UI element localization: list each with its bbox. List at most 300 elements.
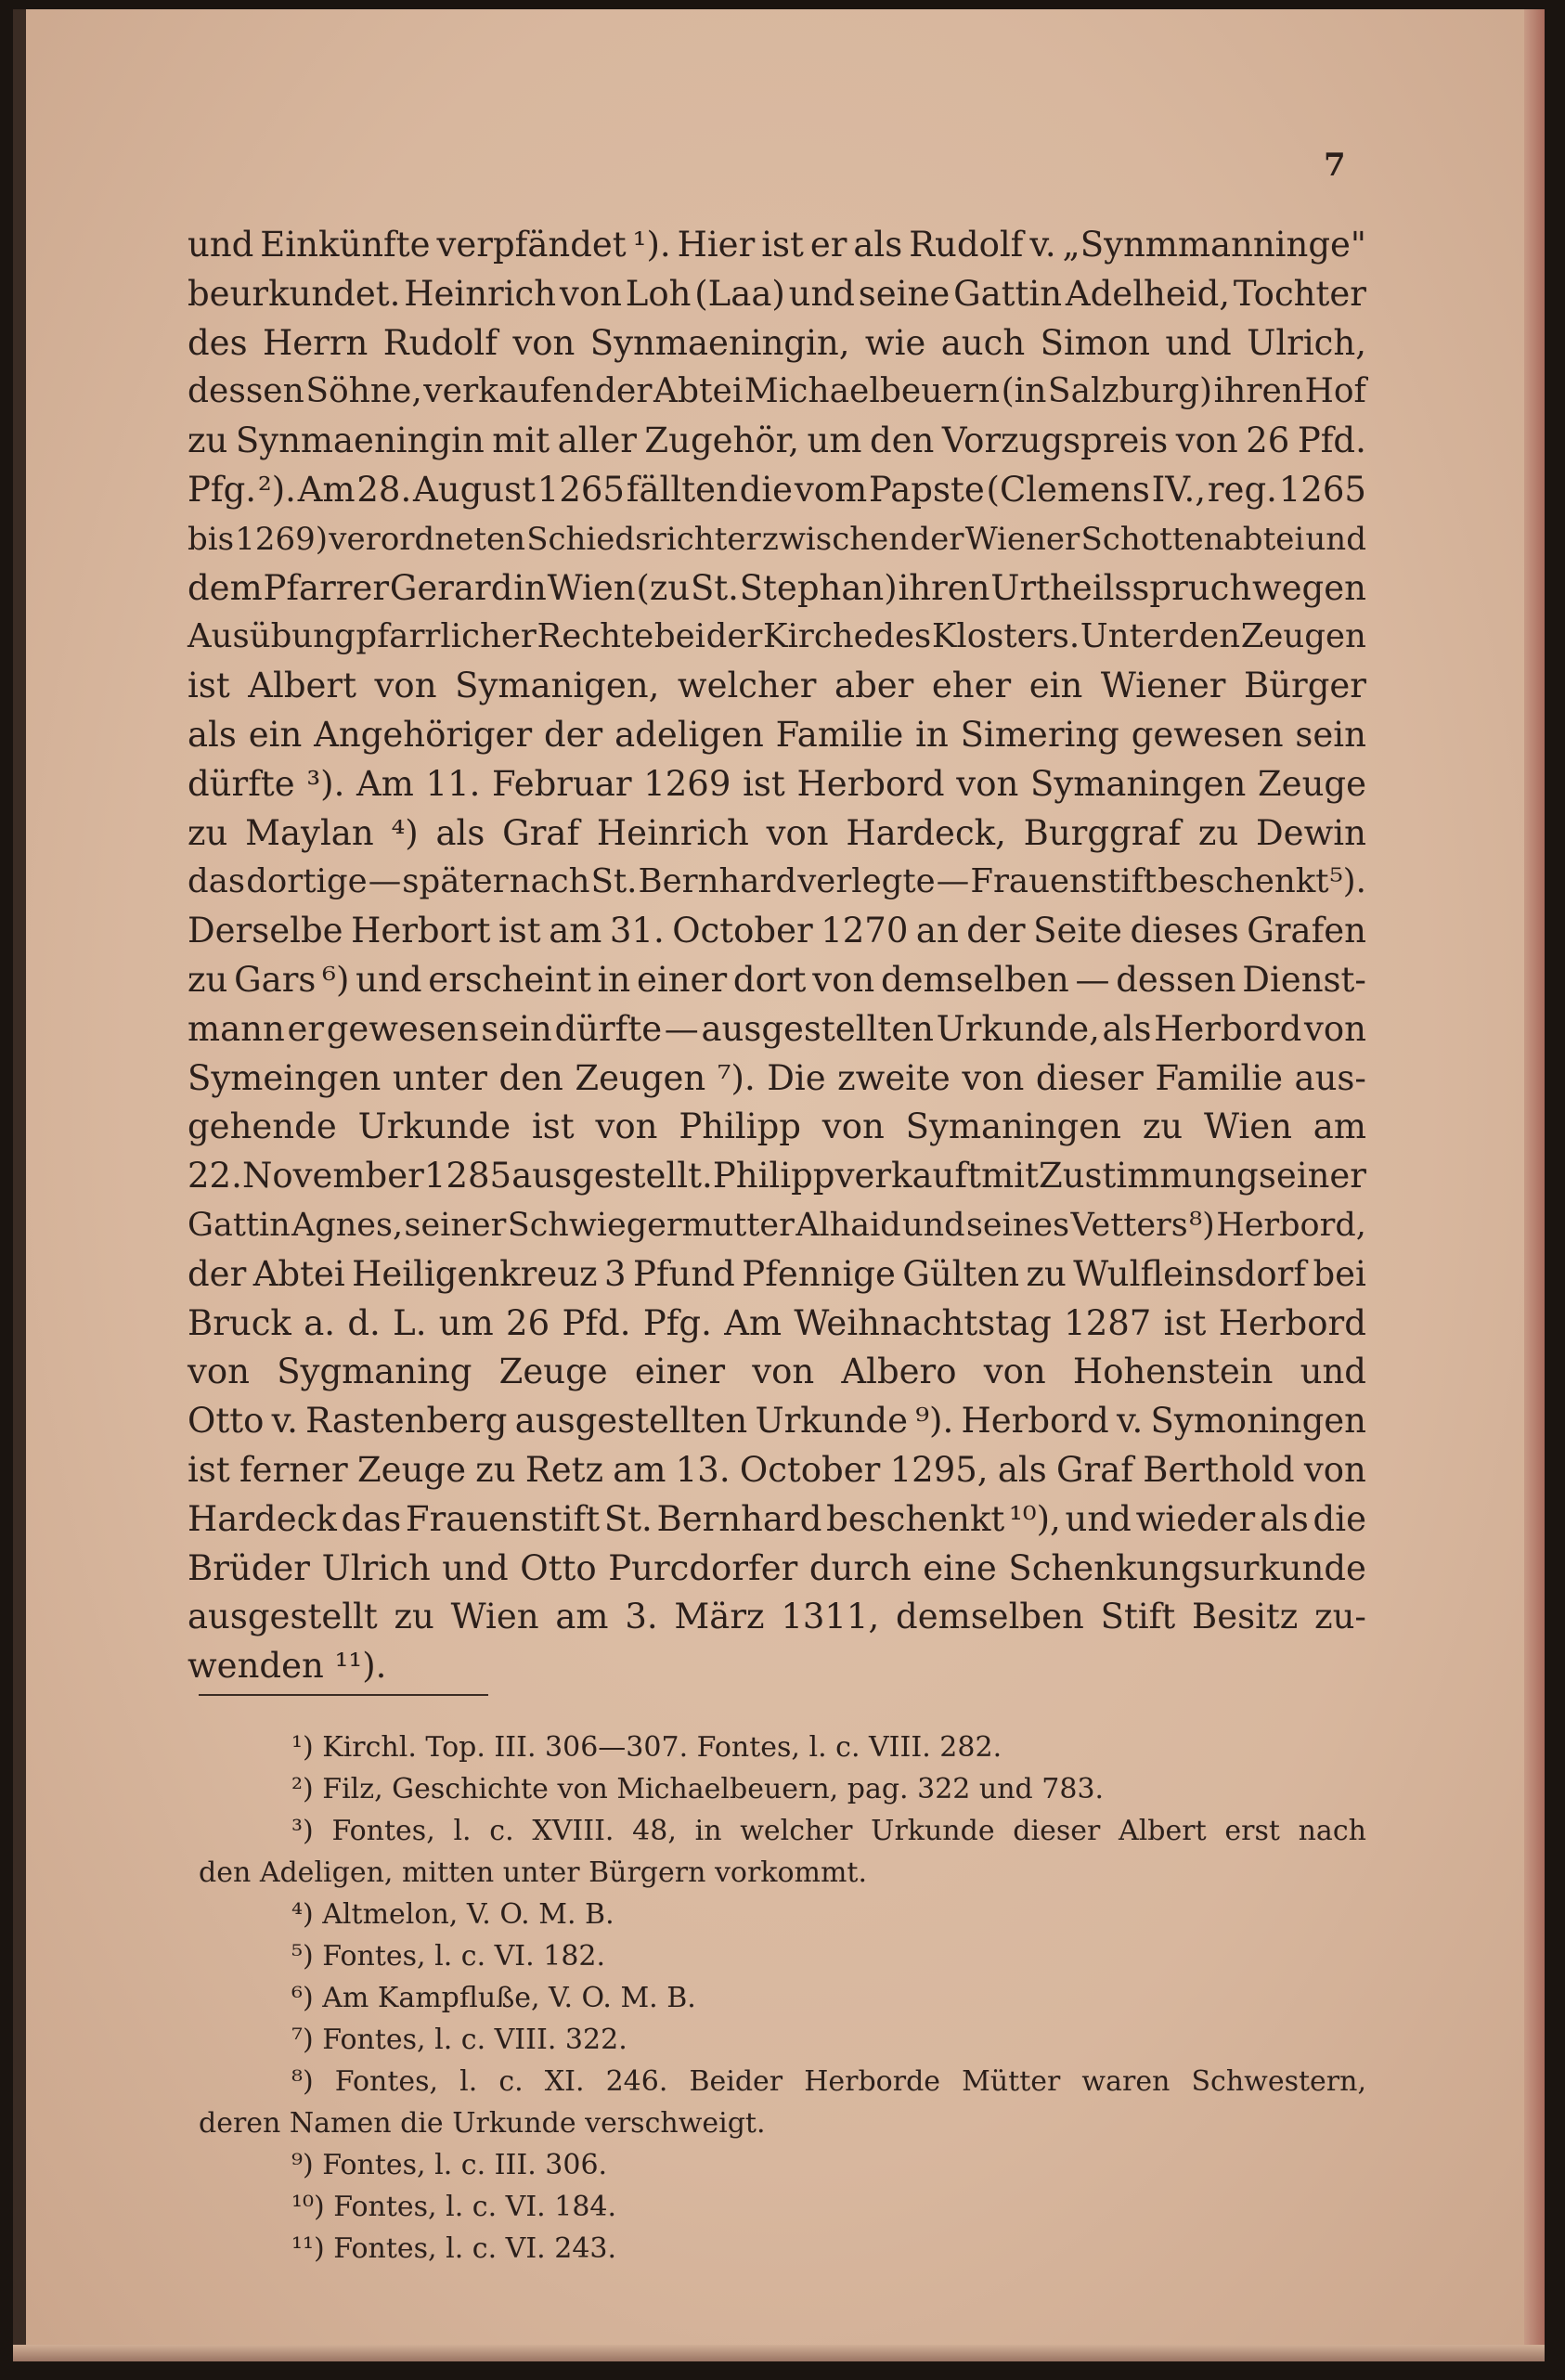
word: Pfg.	[188, 469, 257, 510]
text-line	[188, 221, 1366, 270]
word: aus-	[1294, 1057, 1366, 1098]
word: Pfd.	[562, 1302, 631, 1343]
word: Alhaid	[795, 1206, 901, 1244]
word: wie	[864, 322, 926, 363]
word: ihren	[1213, 372, 1303, 411]
word: Rudolf	[909, 225, 1024, 265]
word: ist	[188, 1449, 230, 1490]
word: als	[1259, 1498, 1309, 1539]
word: einer	[634, 1352, 726, 1392]
text-line	[188, 1300, 1366, 1349]
text-line	[188, 564, 1366, 614]
word: l.	[459, 2065, 478, 2098]
word: verkauft	[834, 1156, 981, 1196]
word: dürfte	[554, 1008, 663, 1049]
word: ein	[248, 714, 303, 755]
footnote: ⁶) Am Kampfluße, V. O. M. B.	[291, 1982, 696, 2014]
word: ³).	[306, 763, 345, 804]
word: gewesen	[326, 1008, 479, 1049]
word: reg.	[1207, 469, 1277, 510]
word: a.	[304, 1302, 336, 1343]
word: Fontes,	[331, 1815, 435, 1847]
word: und	[1305, 520, 1366, 558]
word: er	[809, 225, 847, 265]
word: Schottenabtei	[1080, 520, 1305, 558]
text-line	[188, 662, 1366, 711]
word: Angehöriger	[314, 714, 533, 755]
word: welcher	[740, 1815, 853, 1847]
word: Heinrich	[596, 812, 749, 853]
word: October	[672, 911, 813, 951]
text-line	[188, 1348, 1366, 1397]
word: nach	[509, 862, 590, 901]
word: Frauenstift	[970, 862, 1158, 901]
word: Burggraf	[1023, 812, 1182, 853]
word: 1265	[537, 469, 625, 510]
word: pfarrlicher	[356, 617, 537, 656]
word: Vetters	[1070, 1206, 1188, 1244]
text-line	[188, 1103, 1366, 1152]
word: Zustimmung	[1038, 1156, 1259, 1196]
word: seiner	[404, 1206, 507, 1244]
footnote: ¹) Kirchl. Top. III. 306—307. Fontes, l. c. VIII. 282.	[291, 1731, 1002, 1764]
body-text	[188, 221, 1366, 1691]
word: zwischen	[761, 520, 910, 558]
word: Sygmaning	[277, 1352, 472, 1392]
word: ist	[761, 225, 804, 265]
word: Bruck	[188, 1302, 291, 1343]
word: —	[1075, 959, 1110, 1000]
word: Philipp	[712, 1156, 835, 1196]
word: von	[512, 322, 576, 363]
word: ihren	[898, 567, 990, 608]
word: Bernhard	[638, 862, 797, 901]
text-line	[188, 368, 1366, 417]
word: Heinrich	[404, 273, 557, 314]
word: ist	[188, 666, 230, 706]
word: seiner	[1258, 1156, 1366, 1196]
text-line	[188, 858, 1366, 907]
word: der	[188, 1253, 247, 1294]
word: dessen	[1116, 959, 1236, 1000]
word: auch	[940, 322, 1026, 363]
text-line	[188, 1005, 1366, 1054]
word: bis	[188, 520, 235, 558]
word: als	[853, 225, 903, 265]
word: März	[674, 1597, 765, 1637]
word: Am	[356, 763, 414, 804]
word: aller	[557, 420, 637, 461]
word: dieser	[1013, 1815, 1101, 1847]
text-line	[188, 1250, 1366, 1300]
word: beschenkt	[826, 1498, 1005, 1539]
word: adeligen	[614, 714, 764, 755]
word: Herbord	[796, 763, 945, 804]
word: als	[435, 812, 485, 853]
text-line	[188, 809, 1366, 859]
footnote: ⁹) Fontes, l. c. III. 306.	[291, 2149, 608, 2181]
word: 11.	[425, 763, 481, 804]
word: Bernhard	[656, 1498, 822, 1539]
word: von	[821, 1106, 885, 1147]
word: —	[936, 862, 970, 901]
word: zu	[475, 1449, 516, 1490]
word: ⁸)	[1189, 1206, 1215, 1244]
word: L.	[393, 1302, 427, 1343]
word: den	[1178, 617, 1241, 656]
word: Gerard	[389, 567, 513, 608]
word: dessen	[188, 372, 304, 411]
word: Symaningen	[905, 1106, 1121, 1147]
word: Frauenstift	[405, 1498, 601, 1539]
word: Michaelbeuern	[744, 372, 1001, 411]
text-line	[188, 1545, 1366, 1594]
word: ausgestellten	[514, 1401, 748, 1442]
word: seine	[858, 273, 951, 314]
word: Pfennige	[742, 1253, 896, 1294]
word: Urkunde,	[936, 1008, 1100, 1049]
word: in	[915, 714, 949, 755]
word: Tochter	[1233, 273, 1366, 314]
word: vom	[794, 469, 868, 510]
word: Schwiegermutter	[507, 1206, 795, 1244]
word: das	[341, 1498, 402, 1539]
word: Stift	[1100, 1597, 1176, 1637]
word: bei	[1313, 1253, 1366, 1294]
word: v.	[1116, 1401, 1144, 1442]
word: Rudolf	[382, 322, 498, 363]
word: Gars	[234, 959, 317, 1000]
word: zu	[394, 1597, 434, 1637]
word: (zu	[636, 567, 691, 608]
word: waren	[1081, 2065, 1171, 2098]
word: als	[1102, 1008, 1152, 1049]
word: um	[807, 420, 862, 461]
word: October	[739, 1449, 881, 1490]
word: von	[595, 1106, 658, 1147]
word: Rastenberg	[305, 1401, 508, 1442]
word: zu	[1197, 812, 1239, 853]
word: Gülten	[902, 1253, 1020, 1294]
word: Simering	[960, 714, 1119, 755]
footnote: ⁵) Fontes, l. c. VI. 182.	[291, 1940, 606, 1973]
word: 26	[506, 1302, 550, 1343]
word: dem	[188, 567, 263, 608]
word: d.	[347, 1302, 381, 1343]
word: Zeuge	[356, 1449, 466, 1490]
word: Fontes,	[334, 2065, 439, 2098]
word: Hardeck,	[846, 812, 1006, 853]
word: Wien	[547, 567, 636, 608]
word: Zeuge	[498, 1352, 608, 1392]
word: Symeingen	[188, 1057, 382, 1098]
word: von	[1303, 1008, 1366, 1049]
text-line	[188, 760, 1366, 809]
word: zu	[1026, 1253, 1067, 1294]
footnote: ¹¹) Fontes, l. c. VI. 243.	[291, 2232, 617, 2265]
word: der	[910, 520, 964, 558]
word: ausgestellt.	[511, 1156, 713, 1196]
word: Otto	[520, 1547, 597, 1588]
word: Gattin	[188, 1206, 291, 1244]
word: Besitz	[1192, 1597, 1299, 1637]
word: Bürger	[1244, 666, 1366, 706]
word: 1265	[1278, 469, 1366, 510]
word: Simon	[1040, 322, 1150, 363]
word: Brüder	[188, 1547, 310, 1588]
word: 31.	[609, 911, 665, 951]
word: bei	[653, 617, 705, 656]
word: Vorzugspreis	[941, 420, 1169, 461]
word: der	[543, 714, 603, 755]
word: Philipp	[679, 1106, 801, 1147]
book-binding	[13, 9, 26, 2361]
word: und	[188, 225, 254, 265]
word: Herborde	[804, 2065, 941, 2098]
word: v.	[271, 1401, 298, 1442]
word: ⁴)	[391, 812, 419, 853]
word: Pfarrer	[263, 567, 390, 608]
word: und	[1065, 1498, 1132, 1539]
word: ausgestellten	[701, 1008, 934, 1049]
text-line	[188, 1446, 1366, 1495]
word: unter	[392, 1057, 487, 1098]
word: Herbort	[351, 911, 491, 951]
word: Symoningen	[1150, 1401, 1366, 1442]
word: den	[498, 1057, 563, 1098]
word: Seite	[1033, 911, 1122, 951]
word: Graf	[502, 812, 580, 853]
word: durch	[808, 1547, 912, 1588]
word: beurkundet.	[188, 273, 401, 314]
word: von	[766, 812, 829, 853]
word: von	[1303, 1449, 1366, 1490]
word: der	[594, 372, 653, 411]
word: zu-	[1314, 1597, 1366, 1637]
word: August	[413, 469, 536, 510]
word: mit	[981, 1156, 1039, 1196]
word: St.	[590, 862, 638, 901]
word: welcher	[677, 666, 817, 706]
word: Herbord	[961, 1401, 1109, 1442]
text-line	[188, 1054, 1366, 1104]
word: wegen	[1251, 567, 1366, 608]
word: Hof	[1304, 372, 1366, 411]
word: XVIII.	[532, 1815, 614, 1847]
word: Hohenstein	[1072, 1352, 1274, 1392]
word: und	[1300, 1352, 1366, 1392]
word: 48,	[632, 1815, 677, 1847]
word: v.	[1029, 225, 1056, 265]
word: sein	[1295, 714, 1366, 755]
word: des	[873, 617, 932, 656]
word: Gattin	[953, 273, 1063, 314]
word: Kirche	[763, 617, 873, 656]
word: Berthold	[1143, 1449, 1295, 1490]
page-number: 7	[1324, 147, 1346, 184]
word: das	[188, 862, 246, 901]
word: Heiligenkreuz	[352, 1253, 598, 1294]
word: von	[752, 1352, 815, 1392]
text-line	[188, 466, 1366, 515]
word: ¹⁰),	[1008, 1498, 1061, 1539]
word: zu	[188, 959, 228, 1000]
word: c.	[489, 1815, 514, 1847]
page-bottom-edge	[13, 2345, 1545, 2361]
word: in	[597, 959, 631, 1000]
word: um	[438, 1302, 494, 1343]
page-right-edge	[1524, 9, 1545, 2361]
word: St.	[690, 567, 739, 608]
word: Synmaeningin	[235, 420, 485, 461]
word: XI.	[544, 2065, 585, 2098]
word: Weihnachtstag	[794, 1302, 1052, 1343]
word: am	[549, 911, 602, 951]
footnotes	[199, 1727, 1366, 2270]
word: Wiener	[1100, 666, 1226, 706]
word: Herbord,	[1216, 1206, 1366, 1244]
word: Am	[297, 469, 356, 510]
word: (Laa)	[694, 273, 785, 314]
word: 1269)	[235, 520, 329, 558]
word: erscheint	[428, 959, 591, 1000]
word: 1287	[1064, 1302, 1152, 1343]
word: dieser	[1035, 1057, 1144, 1098]
word: Ulrich	[321, 1547, 431, 1588]
word: einer	[637, 959, 728, 1000]
word: Symanigen,	[455, 666, 660, 706]
word: in	[513, 567, 547, 608]
word: 13.	[675, 1449, 731, 1490]
word: später	[402, 862, 509, 901]
word: beschenkt	[1158, 862, 1329, 901]
word: Ausübung	[188, 617, 356, 656]
word: Hardeck	[188, 1498, 337, 1539]
word: Albero	[841, 1352, 957, 1392]
footnote-continuation: den Adeligen, mitten unter Bürgern vorkommt.	[199, 1856, 868, 1889]
word: Hier	[677, 225, 756, 265]
word: ist	[743, 763, 785, 804]
word: Zeuge	[1257, 763, 1366, 804]
word: ⁵).	[1329, 862, 1366, 901]
word: Urkunde	[871, 1815, 995, 1847]
word: von	[1175, 420, 1238, 461]
word: von	[559, 273, 622, 314]
word: von	[956, 763, 1019, 804]
footnote: ⁴) Altmelon, V. O. M. B.	[291, 1898, 614, 1931]
word: als	[188, 714, 237, 755]
word: ist	[531, 1106, 575, 1147]
word: in	[694, 1815, 722, 1847]
word: Retz	[524, 1449, 604, 1490]
word: Papste	[868, 469, 985, 510]
text-line	[188, 956, 1366, 1005]
word: dieses	[1130, 911, 1239, 951]
text-line	[188, 613, 1366, 662]
word: er	[287, 1008, 325, 1049]
word: dort	[732, 959, 807, 1000]
word: 1285	[423, 1156, 512, 1196]
word: verlegte	[797, 862, 936, 901]
word: mit	[492, 420, 550, 461]
word: verpfändet	[436, 225, 627, 265]
word: Wulfleinsdorf	[1073, 1253, 1307, 1294]
word: Zugehör,	[644, 420, 800, 461]
word: von	[188, 1352, 251, 1392]
footnote-continuation: deren Namen die Urkunde verschweigt.	[199, 2107, 766, 2140]
word: ²).	[257, 469, 296, 510]
word: Grafen	[1247, 911, 1366, 951]
word: „Synmmanninge"	[1062, 225, 1366, 265]
word: Albert	[1119, 1815, 1207, 1847]
word: von	[983, 1352, 1046, 1392]
word: Agnes,	[291, 1206, 404, 1244]
word: Urkunde	[357, 1106, 511, 1147]
word: verkaufen	[423, 372, 594, 411]
word: zweite	[837, 1057, 951, 1098]
word: 1295,	[889, 1449, 989, 1490]
text-line	[188, 1397, 1366, 1446]
word: Herrn	[262, 322, 369, 363]
word: Zeugen	[1240, 617, 1366, 656]
word: St.	[603, 1498, 653, 1539]
word: von	[962, 1057, 1025, 1098]
word: zu	[1142, 1106, 1183, 1147]
word: Pfd.	[1297, 420, 1366, 461]
word: am	[613, 1449, 666, 1490]
word: Mütter	[962, 2065, 1061, 2098]
word: von	[812, 959, 875, 1000]
word: ⁹).	[915, 1401, 954, 1442]
word: dortige	[246, 862, 368, 901]
word: Söhne,	[305, 372, 422, 411]
word: zu	[188, 812, 228, 853]
word: Einkünfte	[260, 225, 431, 265]
word: demselben	[896, 1597, 1084, 1637]
word: Abtei	[653, 372, 744, 411]
word: Salzburg)	[1047, 372, 1213, 411]
word: ist	[498, 911, 541, 951]
word: verordneten	[329, 520, 526, 558]
word: Otto	[188, 1401, 265, 1442]
word: seines	[965, 1206, 1070, 1244]
word: Urkunde	[755, 1401, 908, 1442]
footnote-divider	[199, 1694, 488, 1696]
word: 3.	[625, 1597, 658, 1637]
word: 1270	[821, 911, 909, 951]
text-line	[188, 515, 1366, 564]
word: und	[442, 1547, 509, 1588]
text-line: wenden ¹¹).	[188, 1646, 387, 1687]
footnote	[199, 1810, 1366, 1852]
word: Graf	[1056, 1449, 1133, 1490]
word: ⁷).	[717, 1057, 756, 1098]
word: c.	[498, 2065, 524, 2098]
word: und	[1165, 322, 1232, 363]
text-line	[188, 1152, 1366, 1201]
word: als	[997, 1449, 1047, 1490]
word: —	[664, 1008, 699, 1049]
word: Pfund	[632, 1253, 735, 1294]
word: Zeugen	[575, 1057, 706, 1098]
word: 3	[603, 1253, 627, 1294]
word: Wien	[450, 1597, 539, 1637]
word: Albert	[248, 666, 356, 706]
footnote: ⁷) Fontes, l. c. VIII. 322.	[291, 2024, 627, 2056]
word: fällten	[626, 469, 738, 510]
word: dürfte	[188, 763, 295, 804]
word: Pfg.	[642, 1302, 712, 1343]
